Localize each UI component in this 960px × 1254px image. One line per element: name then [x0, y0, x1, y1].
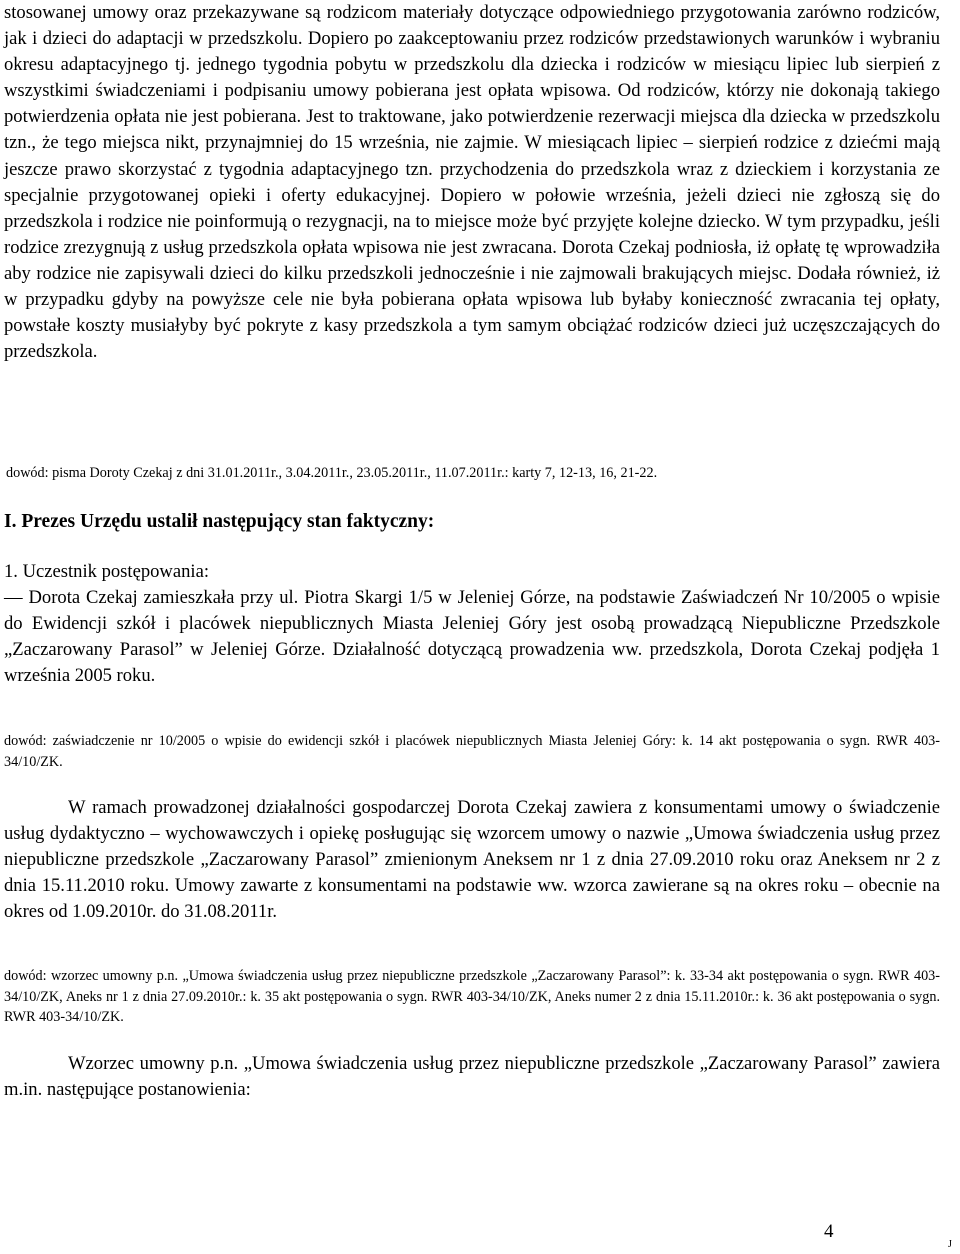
paragraph-participant: — Dorota Czekaj zamieszkała przy ul. Piotra Skargi 1/5 w Jeleniej Górze, na podstawie Zaświadczeń Nr 10/2005 o wpisie do Ewidencji szkół i placówek niepublicznych Miasta Jeleniej Góry jest osobą prowadzącą Niepubliczne Przedszkole „Zaczarowany Parasol” w Jeleniej Górze. Działalność dotyczącą prowadzenia ww. przedszkola, Dorota Czekaj podjęła 1 września 2005 roku.: [4, 587, 940, 687]
text-run: W miesiącach lipiec – sierpień rodzice z dziećmi mają: [518, 132, 940, 154]
text-run: potwierdzenie rezerwacji miejsca dla dziecka w przedszkolu tzn.: [4, 106, 940, 154]
text-run: ,: [31, 132, 43, 154]
section-heading: I. Prezes Urzędu ustalił następujący stan faktyczny:: [4, 511, 435, 532]
text-run: przychodzenia do przedszkola wraz z: [432, 158, 736, 180]
page-number: 4: [824, 1221, 834, 1242]
corner-mark: J: [948, 1239, 952, 1250]
text-run: Jest to traktowane, jako: [301, 106, 488, 128]
evidence-note-2: dowód: zaświadczenie nr 10/2005 o wpisie do ewidencji szkół i placówek niepublicznych Miasta Jeleniej Góry: k. 14 akt postępowania o sygn. RWR 403-34/10/ZK.: [4, 733, 940, 770]
evidence-note-3: dowód: wzorzec umowny p.n. „Umowa świadczenia usług przez niepubliczne przedszkole „Zaczarowany Parasol”: k. 33-34 akt postępowania o sygn. RWR 403-34/10/ZK, Aneks nr 1 z dnia 27.09.2010r.: k. 35 akt postępowania o sygn. RWR 403-34/10/ZK, Aneks numer 2 z dnia 15.11.2010r.: k. 36 akt postępowania o sygn. RWR 403-34/10/ZK.: [4, 968, 940, 1025]
text-run: jednego tygodnia pobytu w przedszkolu dla dziecka i rodziców w miesiącu lipiec lub sierpień z wszystkimi świadczeniami i podpisaniu umowy pobierana jest opłata wpisowa.: [4, 54, 940, 102]
text-run: stosowanej umowy oraz przekazywane są rodzicom materiały dotyczące odpowiedniego przygotowania zarówno rodziców, jak i dzieci do adaptacji w przedszkolu. Dopiero po zaakceptowaniu przez rodziców przedstawionych warunków i wybraniu okresu adaptacyjnego tj.: [4, 2, 940, 76]
paragraph-adaptation: [4, 0, 940, 365]
text-run: dzieckiem i korzystania ze specjalnie przygotowanej opieki i oferty edukacyjnej.: [4, 158, 940, 206]
text-run: Od rodziców,: [611, 80, 727, 102]
text-run: Dopiero w połowie września, jeżeli dzieci nie zgłoszą się do przedszkola i rodzice nie poinformują o rezygnacji, na to miejsce może być przyjęte kolejne dziecko. W tym przypadku, jeśli rodzice zrezygnują z usług przedszkola opłata wpisowa nie jest zwracana. Dorota Czekaj podniosła, iż opłatę tę wprowadziła aby rodzice nie zapisywali dzieci do kilku przedszkoli jednocześnie i nie zajmowali brakujących miejsc. Dodała również, iż w przypadku gdyby na powyższe cele nie była pobierana opłata wpisowa lub byłaby konieczność zwracania tej opłaty, powstałe koszty musiałyby być pokryte z kasy przedszkola a tym samym obciążać rodziców dzieci już uczęszczających do przedszkola.: [4, 184, 940, 363]
text-run: jeszcze prawo skorzystać z tygodnia adaptacyjnego tzn.: [4, 158, 433, 180]
paragraph-contracts: W ramach prowadzonej działalności gospodarczej Dorota Czekaj zawiera z konsumentami umowy o świadczenie usług dydaktyczno – wychowawczych i opiekę posługując się wzorcem umowy o nazwie „Umowa świadczenia usług przez niepubliczne przedszkole „Zaczarowany Parasol” zmienionym Aneksem nr 1 z dnia 27.09.2010 roku oraz Aneksem nr 2 z dnia 15.11.2010 roku. Umowy zawarte z konsumentami na podstawie ww. wzorca zawierane są na okres roku – obecnie na okres od 1.09.2010r. do 31.08.2011r.: [4, 797, 940, 923]
evidence-note-1: dowód: pisma Doroty Czekaj z dni 31.01.2011r., 3.04.2011r., 23.05.2011r., 11.07.2011r.: karty 7, 12-13, 16, 21-22.: [6, 465, 658, 481]
text-run: którzy nie dokonają takiego potwierdzenia opłata nie jest pobierana.: [4, 80, 941, 128]
text-run: że tego miejsca nikt, przynajmniej do 15 września, nie zajmie.: [42, 132, 519, 154]
paragraph-template-provisions: Wzorzec umowny p.n. „Umowa świadczenia usług przez niepubliczne przedszkole „Zaczarowany Parasol” zawiera m.in. następujące postanowienia:: [4, 1053, 940, 1101]
subsection-title: 1. Uczestnik postępowania:: [4, 561, 209, 582]
